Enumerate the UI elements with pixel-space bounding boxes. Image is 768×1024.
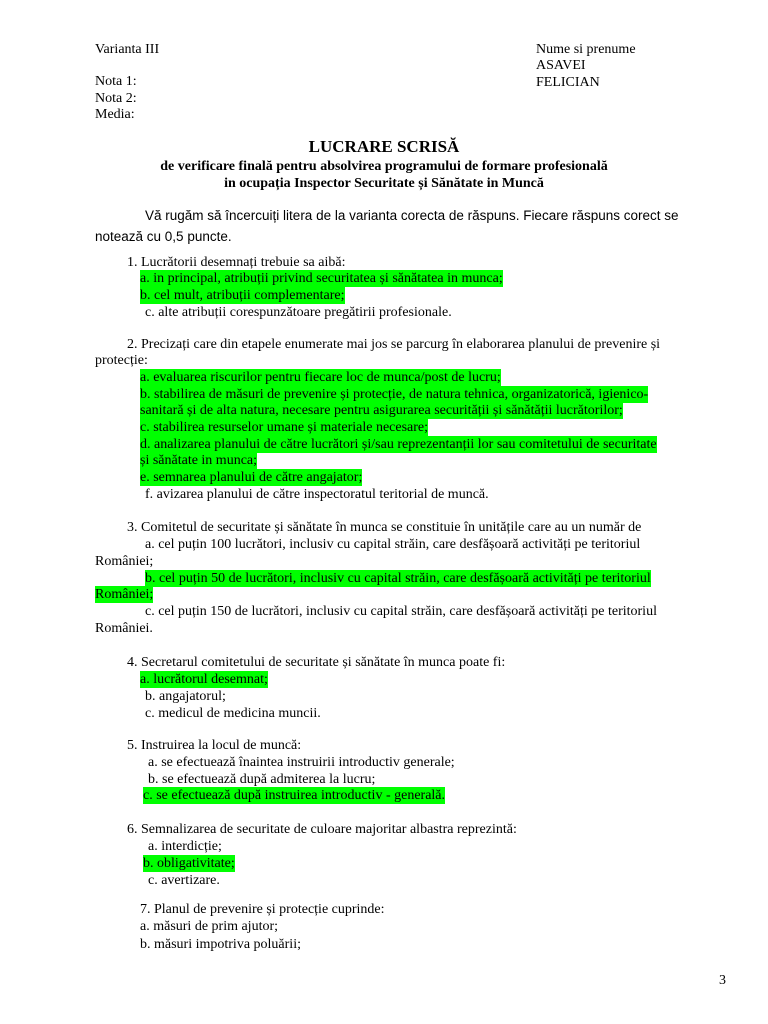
q1-option-b: b. cel mult, atribuții complementare; (140, 288, 345, 303)
q4-question: 4. Secretarul comitetului de securitate și sănătate în munca poate fi: (127, 655, 506, 670)
q2-question-line-1: 2. Precizați care din etapele enumerate mai jos se parcurg în elaborarea planului de prevenire și (127, 337, 661, 352)
q1-option-a: a. in principal, atribuții privind securitatea și sănătatea in munca; (140, 271, 503, 286)
media-label: Media: (95, 107, 135, 122)
q3-option-a-line-1: a. cel puțin 100 lucrători, inclusiv cu capital străin, care desfășoară activități pe teritoriul (145, 537, 641, 552)
q5-question: 5. Instruirea la locul de muncă: (127, 738, 302, 753)
q5-option-a: a. se efectuează înaintea instruirii introductiv generale; (148, 755, 455, 770)
q3-option-b-line-2: României; (95, 587, 154, 602)
q2-option-c: c. stabilirea resurselor umane și materiale necesare; (140, 420, 429, 435)
q2-option-a: a. evaluarea riscurilor pentru fiecare loc de munca/post de lucru; (140, 370, 501, 385)
q1-question: 1. Lucrătorii desemnați trebuie sa aibă: (127, 255, 346, 270)
firstname-value: FELICIAN (536, 75, 600, 90)
document-subtitle-2: in ocupația Inspector Securitate și Sănătate in Muncă (224, 176, 544, 191)
page-number: 3 (719, 973, 726, 988)
q2-option-f: f. avizarea planului de către inspectoratul teritorial de muncă. (145, 487, 489, 502)
q2-option-b-line-1: b. stabilirea de măsuri de prevenire și protecție, de natura tehnica, organizatorică, igienico- (140, 387, 649, 402)
q7-option-a: a. măsuri de prim ajutor; (140, 919, 279, 934)
surname-value: ASAVEI (536, 58, 586, 73)
q6-option-c: c. avertizare. (148, 873, 220, 888)
nota1-label: Nota 1: (95, 74, 137, 89)
instructions-line-2: notează cu 0,5 puncte. (95, 229, 232, 244)
q2-question-line-2: protecție: (95, 353, 148, 368)
variant-label: Varianta III (95, 42, 160, 57)
q3-question: 3. Comitetul de securitate și sănătate în munca se constituie în unitățile care au un număr de (127, 520, 642, 535)
q7-question: 7. Planul de prevenire și protecție cuprinde: (140, 902, 385, 917)
q6-option-b: b. obligativitate; (143, 856, 235, 871)
nota2-label: Nota 2: (95, 91, 137, 106)
q3-option-b-line-1: b. cel puțin 50 de lucrători, inclusiv cu capital străin, care desfășoară activități pe teritoriul (145, 571, 651, 586)
q2-option-b-line-2: sanitară și de alta natura, necesare pentru asigurarea securității și sănătății lucrătorilor; (140, 403, 623, 418)
q6-option-a: a. interdicție; (148, 839, 222, 854)
q1-option-c: c. alte atribuții corespunzătoare pregătirii profesionale. (145, 305, 452, 320)
q2-option-d-line-2: și sănătate in munca; (140, 453, 258, 468)
q5-option-c: c. se efectuează după instruirea introductiv - generală. (143, 788, 446, 803)
q2-option-d-line-1: d. analizarea planului de către lucrători și/sau reprezentanții lor sau comitetului de securitate (140, 437, 657, 452)
q3-option-c-line-2: României. (95, 621, 153, 636)
q2-option-e: e. semnarea planului de către angajator; (140, 470, 363, 485)
q7-option-b: b. măsuri impotriva poluării; (140, 937, 301, 952)
q3-option-c-line-1: c. cel puțin 150 de lucrători, inclusiv cu capital străin, care desfășoară activități pe teritoriul (145, 604, 657, 619)
q4-option-b: b. angajatorul; (145, 689, 226, 704)
name-label: Nume si prenume (536, 42, 636, 57)
q4-option-c: c. medicul de medicina muncii. (145, 706, 321, 721)
q6-question: 6. Semnalizarea de securitate de culoare majoritar albastra reprezintă: (127, 822, 517, 837)
q3-option-a-line-2: României; (95, 554, 154, 569)
q4-option-a: a. lucrătorul desemnat; (140, 672, 268, 687)
instructions-line-1: Vă rugăm să încercuiți litera de la varianta corecta de răspuns. Fiecare răspuns corect se (145, 208, 679, 223)
document-subtitle-1: de verificare finală pentru absolvirea programului de formare profesională (160, 159, 608, 174)
document-title: LUCRARE SCRISĂ (308, 137, 460, 156)
q5-option-b: b. se efectuează după admiterea la lucru; (148, 772, 376, 787)
